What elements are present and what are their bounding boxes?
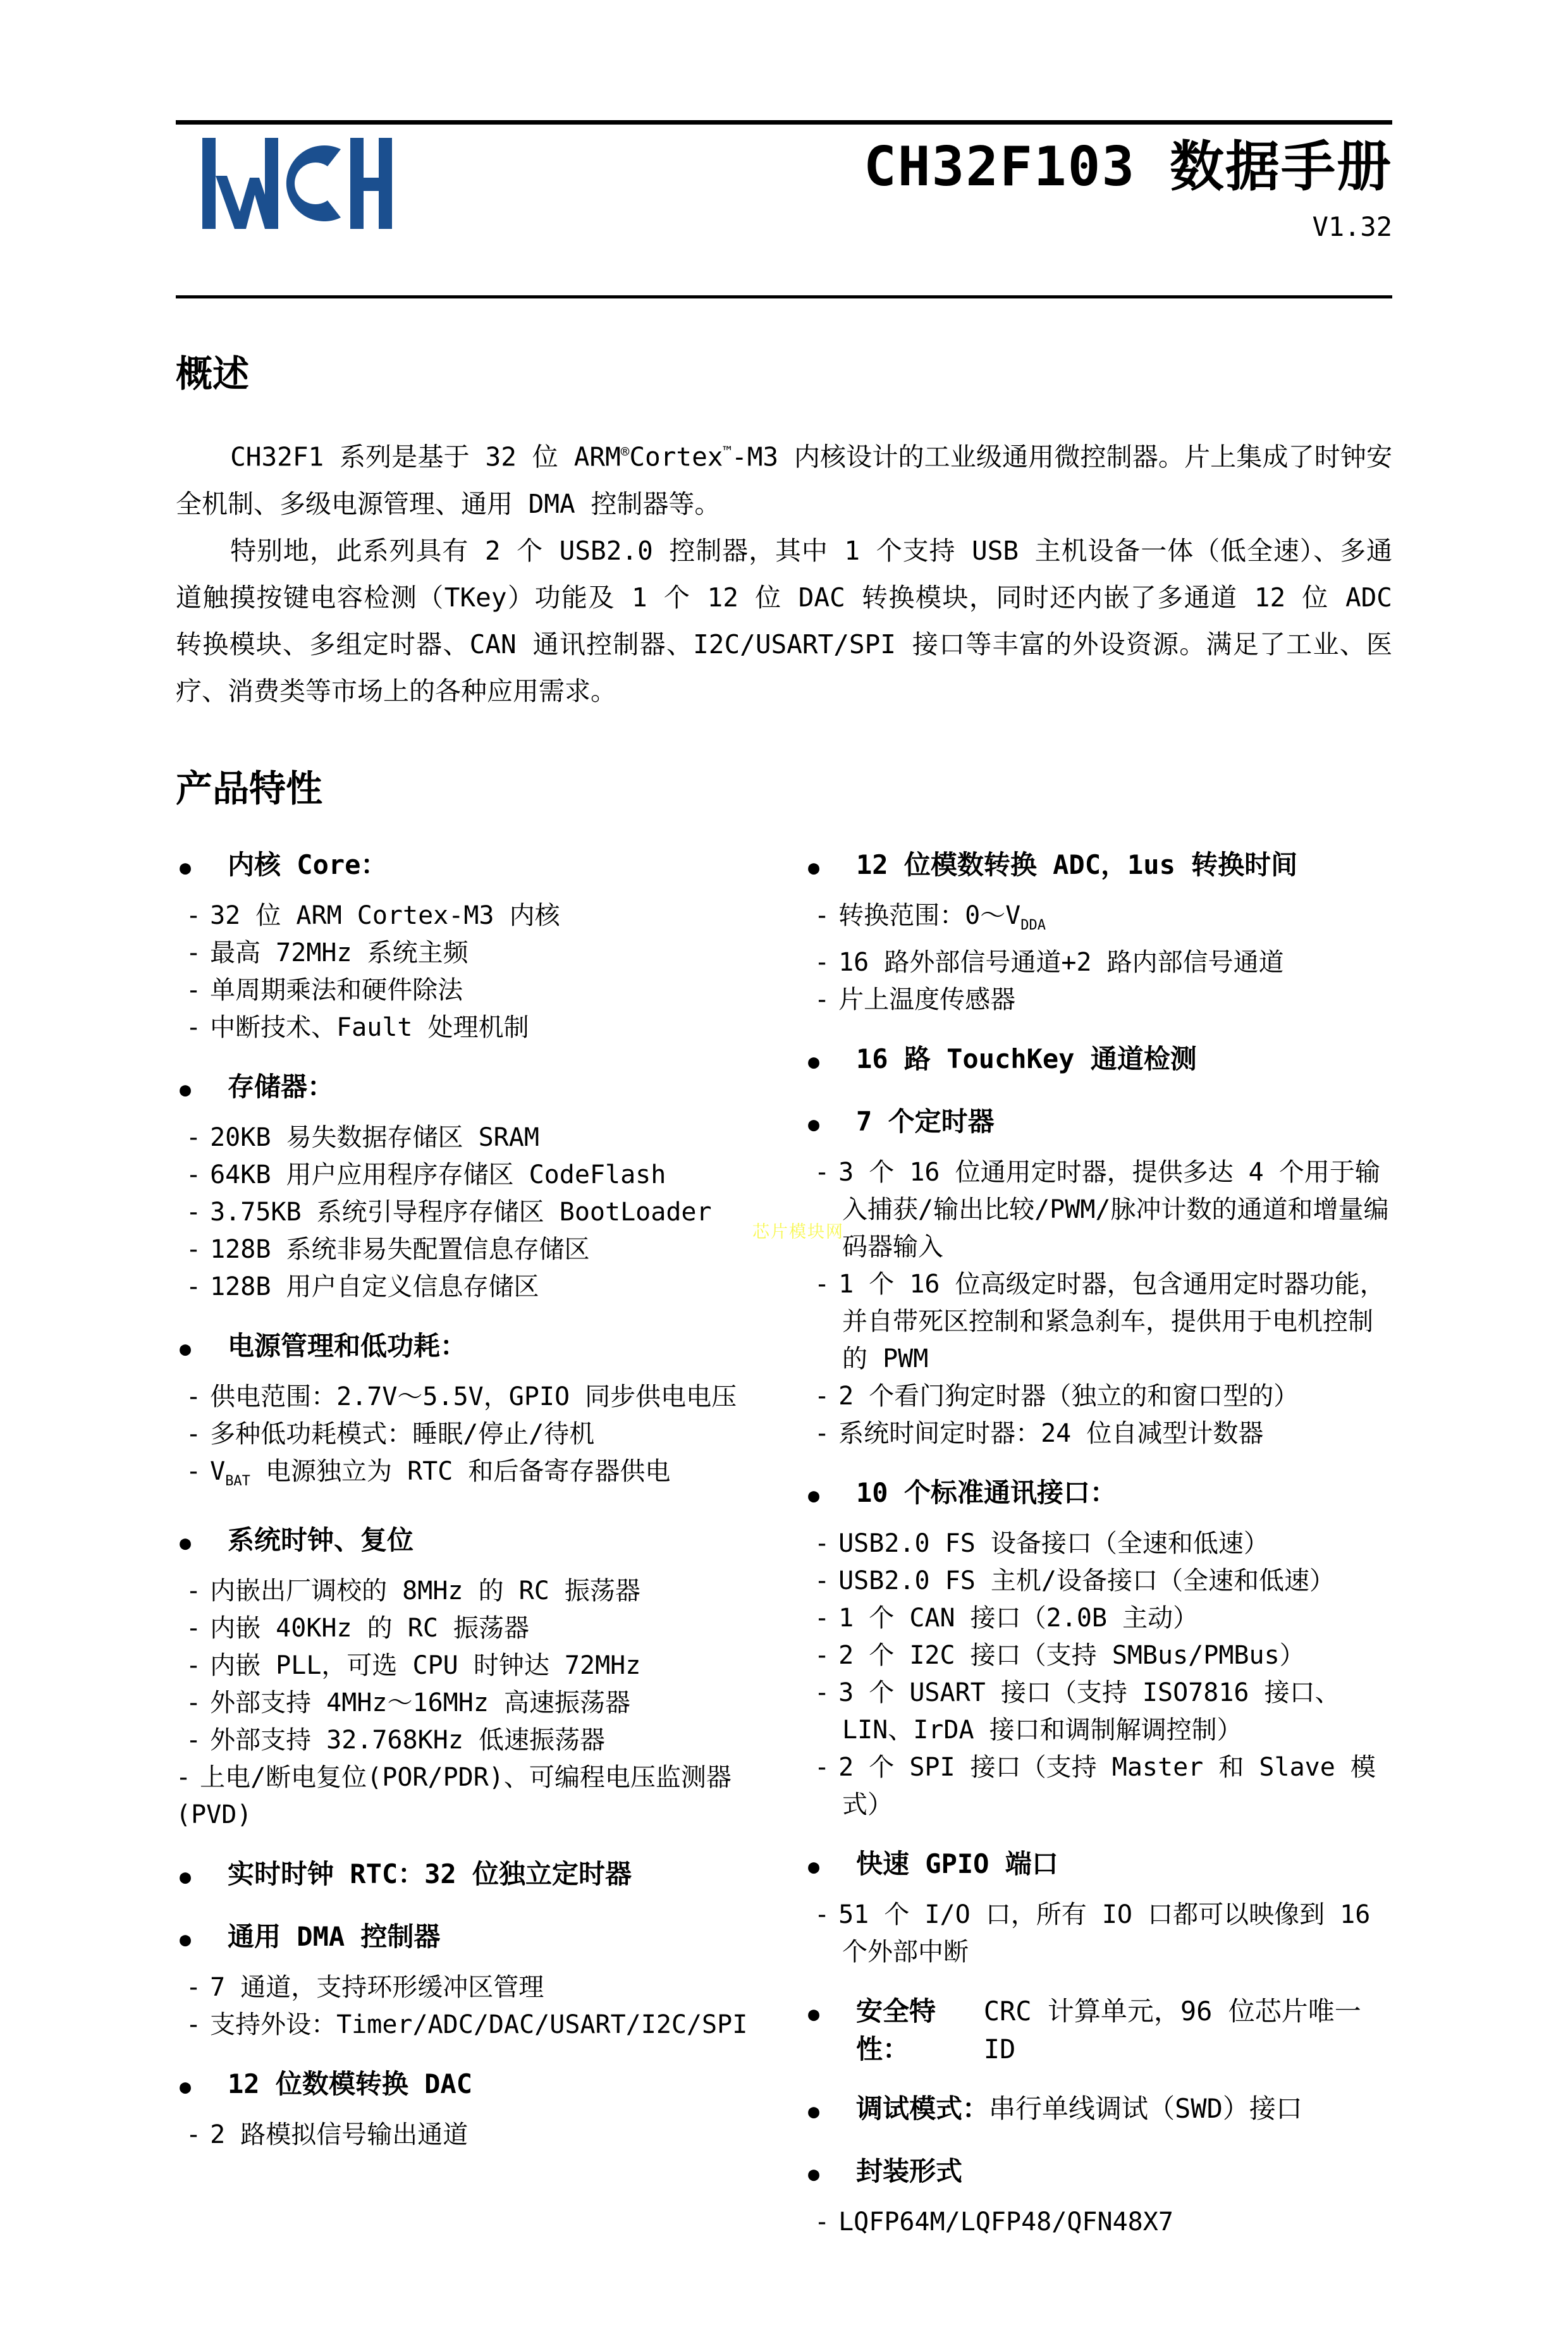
feature-item	[176, 1969, 776, 2006]
feature-section	[176, 1068, 776, 1306]
feature-title-label: 12 位数模转换 DAC	[228, 2068, 473, 2099]
overview-paragraph-2: 特别地，此系列具有 2 个 USB2.0 控制器，其中 1 个支持 USB 主机设备一体（低全速）、多通道触摸按键电容检测（TKey）功能及 1 个 12 位 DAC 转换模块，同时还内嵌了多通道 12 位 ADC 转换模块、多组定时器、CAN 通讯控制器、I2C/USART/SPI 接口等丰富的外设资源。满足了工业、医疗、消费类等市场上的各种应用需求。	[176, 535, 1392, 706]
header-rule	[176, 295, 1392, 298]
dash-marker: -	[814, 985, 830, 1014]
feature-section	[804, 1103, 1392, 1452]
bullet-icon: ●	[180, 1928, 192, 1951]
features-column-right	[804, 825, 1392, 2241]
feature-title	[804, 2152, 1392, 2194]
feature-item	[804, 1674, 1392, 1749]
bullet-icon: ●	[808, 1113, 820, 1136]
feature-item-text: 2 个 I2C 接口（支持 SMBus/PMBus）	[838, 1640, 1305, 1670]
feature-item-text: $V_{BAT}$ 电源独立为 RTC 和后备寄存器供电	[210, 1456, 671, 1489]
bullet-icon: ●	[808, 2100, 820, 2123]
feature-item	[804, 1637, 1392, 1674]
feature-item-text: 7 通道，支持环形缓冲区管理	[210, 1972, 544, 2002]
feature-item	[176, 1610, 776, 1647]
feature-title-label: 系统时钟、复位	[228, 1524, 414, 1556]
dash-marker: -	[814, 1678, 830, 1707]
feature-item	[176, 1119, 776, 1157]
feature-item	[804, 1378, 1392, 1415]
feature-section	[804, 1992, 1392, 2068]
dash-marker: -	[814, 1566, 830, 1595]
feature-item-text: 转换范围：$0\sim V_{DDA}$	[838, 900, 1046, 933]
feature-item-text: 128B 用户自定义信息存储区	[210, 1272, 539, 1301]
features-columns	[176, 825, 1392, 2241]
feature-item	[176, 1009, 776, 1047]
dash-marker: -	[186, 1122, 202, 1152]
features-column-left	[176, 825, 776, 2154]
feature-section	[804, 1040, 1392, 1081]
bullet-icon: ●	[808, 2003, 820, 2025]
feature-item-text: 3 个 16 位通用定时器，提供多达 4 个用于输入捕获/输出比较/PWM/脉冲计数的通道和增量编码器输入	[838, 1157, 1389, 1262]
page-header	[176, 125, 1392, 295]
wch-logo	[202, 136, 392, 233]
feature-section	[176, 1521, 776, 1834]
bullet-icon: ●	[180, 1865, 192, 1888]
dash-marker: -	[186, 1650, 202, 1680]
dash-marker: -	[186, 900, 202, 930]
dash-marker: -	[186, 1197, 202, 1227]
feature-item-text: 片上温度传感器	[838, 985, 1016, 1014]
bullet-icon: ●	[180, 2075, 192, 2098]
feature-item-text: 2 路模拟信号输出通道	[210, 2120, 469, 2149]
feature-item-text: 最高 72MHz 系统主频	[210, 938, 469, 967]
feature-title-label: 存储器：	[228, 1071, 334, 1102]
dash-marker: -	[814, 1418, 830, 1448]
feature-title	[804, 1474, 1392, 1515]
feature-item	[176, 935, 776, 972]
feature-title-label: 封装形式	[856, 2155, 963, 2187]
title-block	[864, 137, 1392, 242]
dash-marker: -	[814, 900, 830, 930]
doc-version: V1.32	[1312, 211, 1392, 242]
feature-title-label: 电源管理和低功耗：	[228, 1330, 467, 1361]
overview-section	[176, 344, 1392, 715]
dash-marker: -	[186, 1160, 202, 1189]
feature-title	[176, 1918, 776, 1959]
dash-marker: -	[814, 1157, 830, 1187]
feature-item	[176, 1378, 776, 1416]
dash-marker: -	[186, 2120, 202, 2149]
dash-marker: -	[186, 1456, 202, 1486]
feature-title	[176, 1521, 776, 1562]
feature-item-text: 32 位 ARM Cortex-M3 内核	[210, 900, 560, 930]
bullet-icon: ●	[180, 856, 192, 879]
dash-marker: -	[186, 1382, 202, 1411]
feature-item-text: 64KB 用户应用程序存储区 CodeFlash	[210, 1160, 666, 1189]
dash-marker: -	[814, 1603, 830, 1633]
feature-item	[804, 1562, 1392, 1600]
dash-marker: -	[814, 1752, 830, 1782]
feature-title	[176, 846, 776, 887]
feature-item-text: 单周期乘法和硬件除法	[210, 975, 463, 1005]
bullet-icon: ●	[180, 1337, 192, 1360]
doc-title: CH32F103 数据手册	[864, 135, 1392, 199]
top-rule	[176, 120, 1392, 125]
feature-item	[176, 1268, 776, 1306]
feature-title	[804, 1992, 1392, 2068]
feature-item	[804, 1600, 1392, 1637]
feature-item	[176, 1722, 776, 1759]
feature-title-label: 16 路 TouchKey 通道检测	[856, 1043, 1197, 1074]
feature-item	[804, 1896, 1392, 1971]
feature-title-label: 通用 DMA 控制器	[228, 1920, 441, 1952]
dash-marker: -	[814, 947, 830, 977]
feature-item-text: 供电范围：2.7V～5.5V，GPIO 同步供电电压	[210, 1382, 737, 1411]
feature-item	[176, 972, 776, 1009]
feature-item	[176, 1416, 776, 1453]
bullet-icon: ●	[808, 1855, 820, 1878]
watermark: 芯片模块网	[752, 1222, 844, 1242]
feature-item-text: 20KB 易失数据存储区 SRAM	[210, 1122, 539, 1152]
dash-marker: -	[186, 1613, 202, 1643]
feature-item	[804, 897, 1392, 944]
dash-marker: -	[186, 938, 202, 967]
features-heading: 产品特性	[176, 766, 323, 810]
wch-logo-graphic	[202, 136, 392, 231]
feature-item-text: 3.75KB 系统引导程序存储区 BootLoader	[210, 1197, 712, 1227]
feature-item-text: 中断技术、Fault 处理机制	[210, 1012, 529, 1042]
feature-item	[176, 1647, 776, 1685]
feature-item-text: 128B 系统非易失配置信息存储区	[210, 1234, 590, 1264]
feature-item	[176, 2116, 776, 2154]
feature-item	[804, 981, 1392, 1019]
feature-title	[804, 1103, 1392, 1144]
feature-item-text: 51 个 I/O 口，所有 IO 口都可以映像到 16 个外部中断	[838, 1900, 1371, 1967]
feature-title-label: 调试模式：	[856, 2092, 989, 2124]
feature-title	[804, 2090, 1392, 2131]
dash-marker: -	[176, 1762, 192, 1792]
dash-marker: -	[814, 1528, 830, 1558]
feature-title	[176, 1068, 776, 1109]
dash-marker: -	[186, 975, 202, 1005]
dash-marker: -	[186, 1234, 202, 1264]
feature-item	[176, 1194, 776, 1231]
feature-title-label: 12 位模数转换 ADC，1us 转换时间	[856, 849, 1298, 880]
feature-title-rest: CRC 计算单元，96 位芯片唯一 ID	[983, 1995, 1361, 2065]
feature-title-label: 实时时钟 RTC：32 位独立定时器	[228, 1858, 632, 1889]
feature-item-text: 1 个 CAN 接口（2.0B 主动）	[838, 1603, 1199, 1633]
feature-item-text: 外部支持 4MHz～16MHz 高速振荡器	[210, 1688, 630, 1717]
feature-item	[804, 1154, 1392, 1266]
feature-item-text: 内嵌 40KHz 的 RC 振荡器	[210, 1613, 529, 1643]
features-section	[176, 759, 1392, 2241]
feature-section	[804, 1845, 1392, 1971]
feature-item-text: 3 个 USART 接口（支持 ISO7816 接口、LIN、IrDA 接口和调制解调控制）	[838, 1678, 1340, 1745]
feature-section	[176, 2065, 776, 2154]
feature-item	[176, 1453, 776, 1500]
feature-item-text: 支持外设：Timer/ADC/DAC/USART/I2C/SPI	[210, 2010, 748, 2039]
feature-section	[176, 846, 776, 1047]
feature-item	[176, 1573, 776, 1610]
feature-item	[176, 2006, 776, 2044]
feature-section	[176, 1855, 776, 1896]
dash-marker: -	[814, 1640, 830, 1670]
dash-marker: -	[186, 1272, 202, 1301]
feature-title	[804, 1845, 1392, 1886]
feature-item-text: 上电/断电复位(POR/PDR)、可编程电压监测器(PVD)	[176, 1762, 732, 1829]
feature-title	[804, 846, 1392, 887]
dash-marker: -	[186, 1725, 202, 1755]
bullet-icon: ●	[808, 856, 820, 879]
feature-section	[176, 1327, 776, 1500]
feature-item	[804, 2204, 1392, 2241]
dash-marker: -	[186, 1012, 202, 1042]
dash-marker: -	[814, 1269, 830, 1299]
feature-item	[176, 1231, 776, 1268]
feature-item	[176, 897, 776, 935]
overview-paragraph-1: CH32F1 系列是基于 32 位 ARM®Cortex™-M3 内核设计的工业级通用微控制器。片上集成了时钟安全机制、多级电源管理、通用 DMA 控制器等。	[176, 441, 1392, 519]
feature-item-text: 16 路外部信号通道+2 路内部信号通道	[838, 947, 1284, 977]
feature-item	[804, 1749, 1392, 1824]
dash-marker: -	[186, 1576, 202, 1605]
feature-item	[804, 944, 1392, 981]
feature-title-label: 10 个标准通讯接口：	[856, 1476, 1117, 1508]
feature-section	[176, 1918, 776, 2044]
bullet-icon: ●	[180, 1532, 192, 1554]
dash-marker: -	[186, 1688, 202, 1717]
dash-marker: -	[814, 1381, 830, 1411]
feature-item	[804, 1525, 1392, 1562]
feature-item	[176, 1759, 776, 1834]
feature-title	[176, 1855, 776, 1896]
feature-item-text: 2 个 SPI 接口（支持 Master 和 Slave 模式）	[838, 1752, 1376, 1819]
bullet-icon: ●	[808, 2163, 820, 2185]
feature-section	[804, 2152, 1392, 2241]
bullet-icon: ●	[808, 1484, 820, 1507]
feature-item-text: 内嵌出厂调校的 8MHz 的 RC 振荡器	[210, 1576, 640, 1605]
feature-title-label: 安全特性：	[856, 1995, 936, 2065]
bullet-icon: ●	[180, 1078, 192, 1101]
feature-title-rest: 串行单线调试（SWD）接口	[989, 2092, 1302, 2124]
dash-marker: -	[814, 1900, 830, 1929]
feature-item-text: 2 个看门狗定时器（独立的和窗口型的）	[838, 1381, 1299, 1411]
bullet-icon: ●	[808, 1050, 820, 1073]
feature-title	[176, 1327, 776, 1368]
feature-title-label: 7 个定时器	[856, 1105, 995, 1137]
feature-item-text: LQFP64M/LQFP48/QFN48X7	[838, 2207, 1173, 2237]
feature-item	[804, 1266, 1392, 1378]
dash-marker: -	[186, 2010, 202, 2039]
feature-title	[804, 1040, 1392, 1081]
feature-item-text: 多种低功耗模式：睡眠/停止/待机	[210, 1419, 595, 1449]
feature-item-text: 系统时间定时器：24 位自减型计数器	[838, 1418, 1264, 1448]
feature-item-text: 内嵌 PLL，可选 CPU 时钟达 72MHz	[210, 1650, 641, 1680]
feature-title-label: 快速 GPIO 端口	[856, 1848, 1058, 1879]
feature-section	[804, 2090, 1392, 2131]
feature-item-text: 外部支持 32.768KHz 低速振荡器	[210, 1725, 605, 1755]
feature-section	[804, 1474, 1392, 1824]
feature-item-text: USB2.0 FS 设备接口（全速和低速）	[838, 1528, 1269, 1558]
dash-marker: -	[186, 1419, 202, 1449]
feature-title	[176, 2065, 776, 2106]
overview-heading: 概述	[176, 352, 250, 395]
dash-marker: -	[814, 2207, 830, 2237]
feature-item	[804, 1415, 1392, 1452]
feature-item-text: 1 个 16 位高级定时器，包含通用定时器功能，并自带死区控制和紧急刹车，提供用于电机控制的 PWM	[838, 1269, 1385, 1373]
dash-marker: -	[186, 1972, 202, 2002]
feature-section	[804, 846, 1392, 1019]
feature-item	[176, 1157, 776, 1194]
feature-item	[176, 1685, 776, 1722]
feature-item-text: USB2.0 FS 主机/设备接口（全速和低速）	[838, 1566, 1335, 1595]
datasheet-page	[0, 120, 1568, 2339]
feature-title-label: 内核 Core：	[228, 849, 388, 880]
